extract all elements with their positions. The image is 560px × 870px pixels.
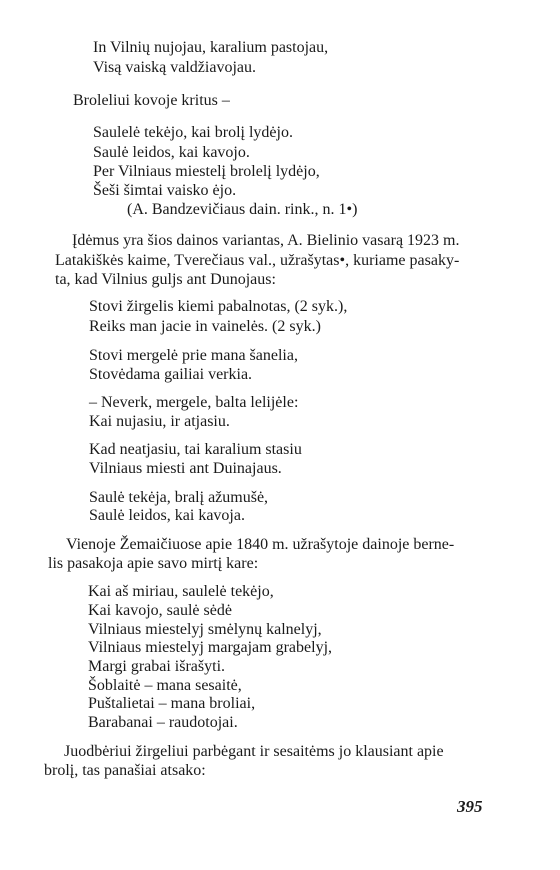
verse-line: Šeši šimtai vaisko ėjo. (93, 182, 237, 199)
verse-line: Visą vaiską valdžiavojau. (93, 59, 256, 76)
verse-line: Kai aš miriau, saulelė tekėjo, (88, 583, 274, 600)
paragraph-line: lis pasakoja apie savo mirtį kare: (48, 555, 259, 572)
verse-line: Stovėdama gailiai verkia. (89, 366, 253, 383)
verse-line: Margi grabai išrašyti. (88, 658, 226, 675)
verse-line: – Neverk, mergele, balta lelijėle: (89, 394, 299, 411)
verse-line: Stovi mergelė prie mana šanelia, (89, 347, 298, 364)
verse-line: Vilniaus miestelyj smėlynų kalnelyj, (88, 621, 322, 638)
citation: (A. Bandzevičiaus dain. rink., n. 1•) (127, 201, 358, 218)
verse-line: Reiks man jacie in vainelės. (2 syk.) (89, 318, 321, 335)
verse-line: Saulė tekėja, bralį ažumušė, (89, 489, 269, 506)
verse-line: Per Vilniaus miestelį brolelį lydėjo, (93, 163, 320, 180)
verse-line: Vilniaus miestelyj margajam grabelyj, (88, 639, 333, 656)
verse-line: Saulelė tekėjo, kai brolį lydėjo. (93, 124, 293, 141)
paragraph-line: Juodbėriui žirgeliui parbėgant ir sesaitėms jo klausiant apie (64, 743, 444, 760)
paragraph-line: Įdėmus yra šios dainos variantas, A. Bielinio vasarą 1923 m. (72, 232, 460, 249)
verse-line: Kad neatjasiu, tai karalium stasiu (89, 441, 302, 458)
verse-line: Šoblaitė – mana sesaitė, (88, 677, 242, 694)
verse-line: Saulė leidos, kai kavoja. (89, 507, 245, 524)
intro-line: Broleliui kovoje kritus – (73, 92, 230, 109)
page-number: 395 (457, 797, 483, 816)
paragraph-line: Vienoje Žemaičiuose apie 1840 m. užrašytoje dainoje berne- (66, 536, 455, 553)
paragraph-line: ta, kad Vilnius guljs ant Dunojaus: (55, 271, 276, 288)
verse-line: Kai kavojo, saulė sėdė (88, 602, 232, 619)
verse-line: Puštalietai – mana broliai, (88, 695, 256, 712)
verse-line: Saulė leidos, kai kavojo. (93, 144, 250, 161)
paragraph-line: brolį, tas panašiai atsako: (44, 762, 206, 779)
verse-line: Stovi žirgelis kiemi pabalnotas, (2 syk.), (89, 298, 348, 315)
verse-line: Barabanai – raudotojai. (88, 714, 238, 731)
paragraph-line: Latakiškės kaime, Tverečiaus val., užrašytas•, kuriame pasaky- (55, 252, 460, 269)
verse-line: Vilniaus miesti ant Duinajaus. (89, 460, 282, 477)
verse-line: Kai nujasiu, ir atjasiu. (89, 413, 230, 430)
verse-line: In Vilnių nujojau, karalium pastojau, (93, 39, 329, 56)
